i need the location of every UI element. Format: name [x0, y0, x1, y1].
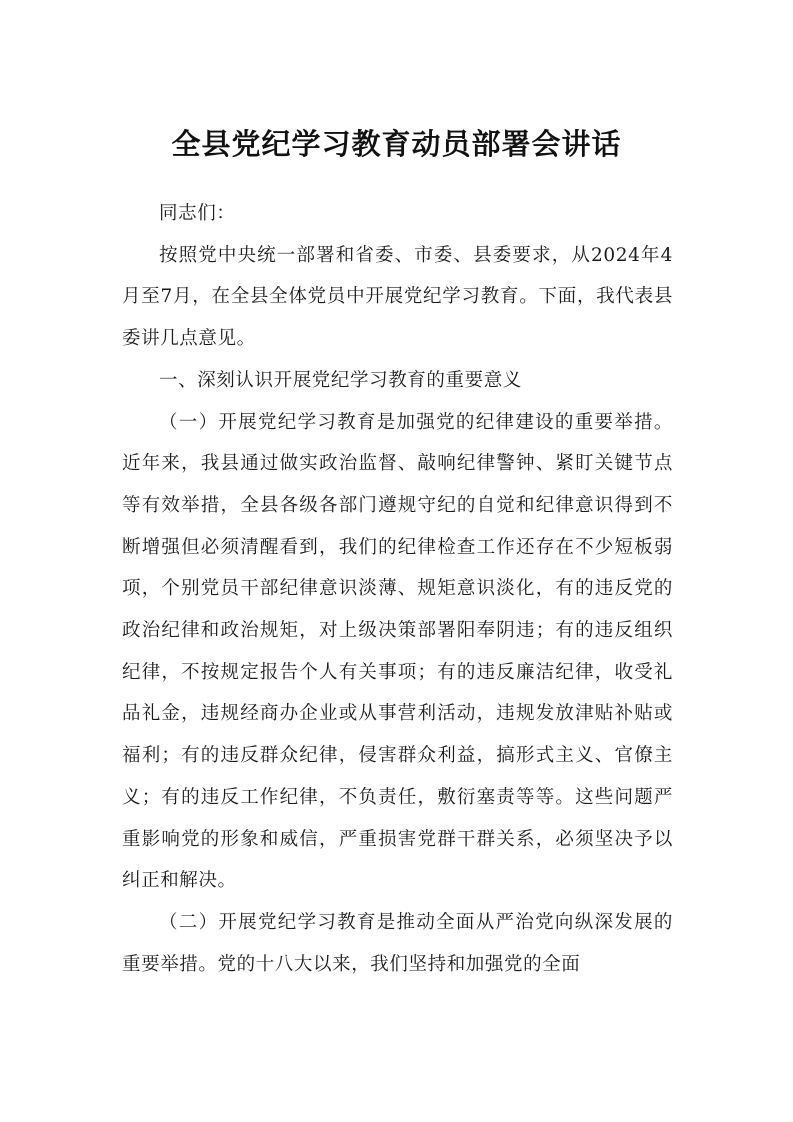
- salutation: 同志们：: [159, 203, 236, 224]
- intro-paragraph: 按照党中央统一部署和省委、市委、县委要求，从2024年4月至7月，在全县全体党员中开展党纪学习教育。下面，我代表县委讲几点意见。: [122, 244, 673, 350]
- document-body: [122, 193, 673, 985]
- body-paragraph-2: （二）开展党纪学习教育是推动全面从严治党向纵深发展的重要举措。党的十八大以来，我们坚持和加强党的全面: [122, 911, 673, 975]
- body-paragraph-1: （一）开展党纪学习教育是加强党的纪律建设的重要举措。近年来，我县通过做实政治监督、敲响纪律警钟、紧盯关键节点等有效举措，全县各级各部门遵规守纪的自觉和纪律意识得到不断增强但必须清醒看到，我们的纪律检查工作还存在不少短板弱项，个别党员干部纪律意识淡薄、规矩意识淡化，有的违反党的政治纪律和政治规矩，对上级决策部署阳奉阴违；有的违反组织纪律，不按规定报告个人有关事项；有的违反廉洁纪律，收受礼品礼金，违规经商办企业或从事营利活动，违规发放津贴补贴或福利；有的违反群众纪律，侵害群众利益，搞形式主义、官僚主义；有的违反工作纪律，不负责任，敷衍塞责等等。这些问题严重影响党的形象和威信，严重损害党群干群关系，必须坚决予以纠正和解决。: [122, 411, 673, 892]
- document-title: 全县党纪学习教育动员部署会讲话: [171, 127, 622, 161]
- section-heading-1: 一、深刻认识开展党纪学习教育的重要意义: [159, 369, 522, 391]
